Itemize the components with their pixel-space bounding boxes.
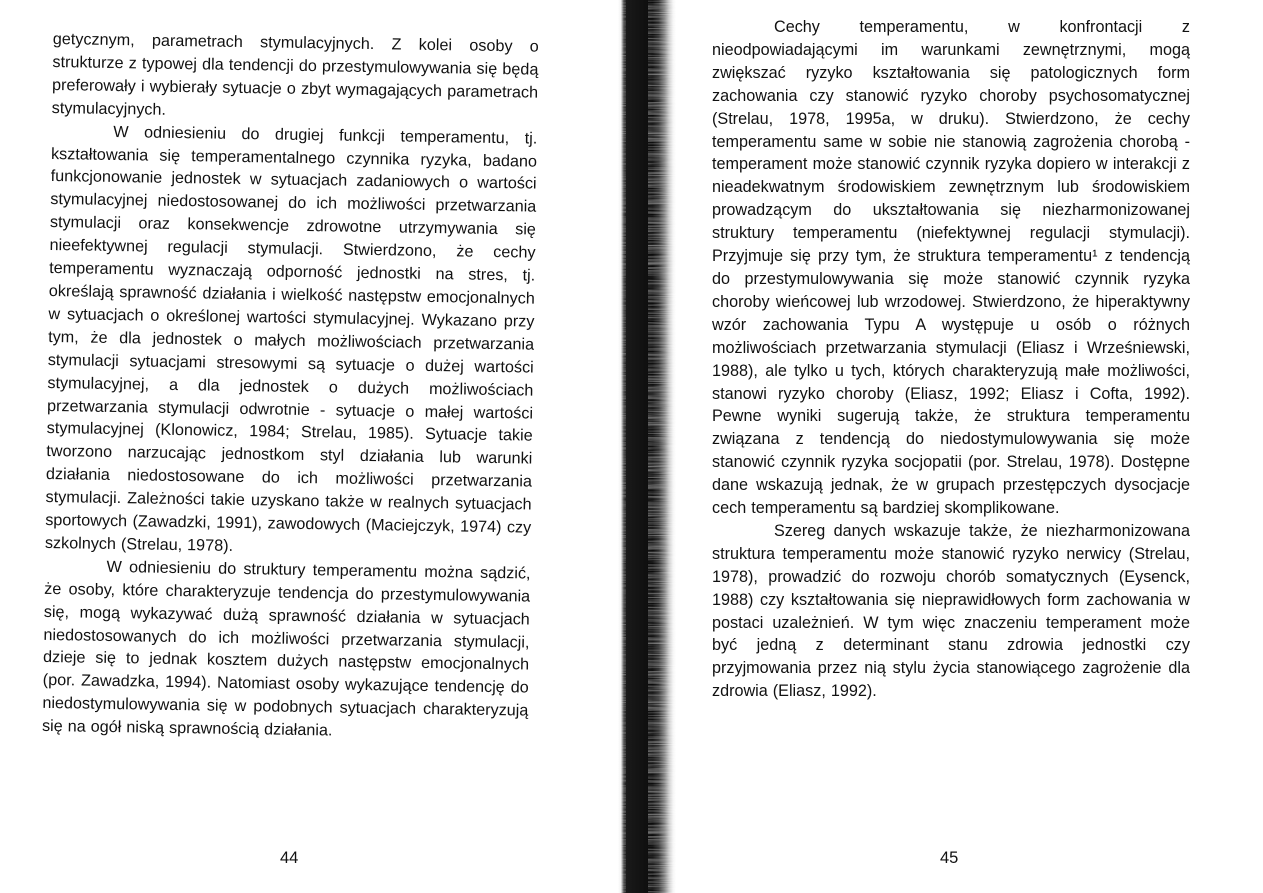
left-page	[0, 0, 618, 893]
page-number-right: 45	[940, 849, 959, 867]
left-page-text	[42, 28, 539, 746]
right-page	[676, 0, 1263, 893]
paragraph: Cechy temperamentu, w konfrontacji z nieodpowiadającymi im warunkami zewnętrznymi, mogą zwiększać ryzyko kształtowania się patologicznych form zachowania czy stanowić ryzyko choroby psychosomatycznej (Strelau, 1978, 1995a, w druku). Stwierdzono, że cechy temperamentu same w sobie nie stanowią zagrożenia chorobą - temperament może stanowić czynnik ryzyka dopiero w interakcji z nieadekwatnym środowiskiem zewnętrznym lub środowiskiem prowadzącym do ukształtowania się niezharmonizowanej struktury temperamentu (niefektywnej regulacji stymulacji). Przyjmuje się przy tym, że struktura temperamentu¹ z tendencją do przestymulowywania się może stanowić czynnik ryzyka choroby wieńcowej lub wrzodowej. Stwierdzono, że hiperaktywny wzór zachowania Typu A występuje u osób o różnych możliwościach przetwarzania stymulacji (Eliasz i Wrześniewski, 1988), ale tylko u tych, których charakteryzują małe możliwości, stanowi ryzyko choroby (Eliasz, 1992; Eliasz i Cofta, 1992). Pewne wyniki sugerują także, że struktura temperamentu związana z tendencją do niedostymulowywania się może stanowić czynnik ryzyka socjopatii (por. Strelau, 1978). Dostępne dane wskazują jednak, że w grupach przestępczych dysocjacje cech temperamentu są bardziej skomplikowane.	[712, 18, 1190, 518]
paragraph: Szereg danych wskazuje także, że niezharmonizowana struktura temperamentu może stanowić ryzyko nerwicy (Strelau, 1978), prowadzić do rozwoju chorób somatycznych (Eysenck, 1988) czy kształtowania się nieprawidłowych form zachowania w postaci uzależnień. W tym więc znaczeniu temperament może być jedną z determinant stanu zdrowia jednostki czy przyjmowania przez nią stylu życia stanowiącego zagrożenie dla zdrowia (Eliasz, 1992).	[712, 521, 1190, 701]
book-gutter-shadow	[618, 0, 676, 893]
paragraph: W odniesieniu do drugiej funkcji temperamentu, tj. kształtowania się temperamentalnego czynnika ryzyka, badano funkcjonowanie jednostek w sytuacjach zadaniowych o wartości stymulacyjnej niedostosowanej do ich możliwości przetwarzania stymulacji oraz konsekwencje zdrowotne utrzymywania się nieefektywnej regulacji stymulacji. Stwierdzono, że cechy temperamentu wyznaczają odporność jednostki na stres, tj. określają sprawność działania i wielkość następstw emocjonalnych w sytuacjach o określonej wartości stymulacyjnej. Wykazano przy tym, że dla jednostek o małych możliwościach przetwarzania stymulacji sytuacjami stresowymi są sytuacje o dużej wartości stymulacyjnej, a dla jednostek o dużych możliwościach przetwarzania stymulacji odwrotnie - sytuacje o małej wartości stymulacyjnej (Klonowicz, 1984; Strelau, 1985). Sytuacje takie tworzono narzucając jednostkom styl działania lub warunki działania niedostosowane do ich możliwości przetwarzania stymulacji. Zależności takie uzyskano także w realnych sytuacjach sportowych (Zawadzki, 1991), zawodowych (Maciejczyk, 1974) czy szkolnych (Strelau, 1978).	[44, 122, 538, 555]
right-page-text	[712, 16, 1190, 703]
paragraph: W odniesieniu do struktury temperamentu można sądzić, że osoby, które charakteryzuje tendencja do przestymulowywania się, mogą wykazywać dużą sprawność działania w sytuacjach niedostosowanych do ich możliwości przetwarzania stymulacji, dzieje się to jednak kosztem dużych następstw emocjonalnych (por. Zawadzka, 1994). Natomiast osoby wykazujące tendencję do niedostymulowywania się w podobnych sytuacjach charakteryzują się na ogół niską sprawnością działania.	[41, 557, 531, 740]
page-number-left: 44	[280, 849, 299, 867]
paragraph: getycznym, parametrach stymulacyjnych. Z kolei osoby o strukturze z typowej dla tendencji do przestymulowywania się będą preferowały i wybierały sytuacje o zbyt wymagających parametrach stymulacyjnych.	[51, 29, 539, 119]
